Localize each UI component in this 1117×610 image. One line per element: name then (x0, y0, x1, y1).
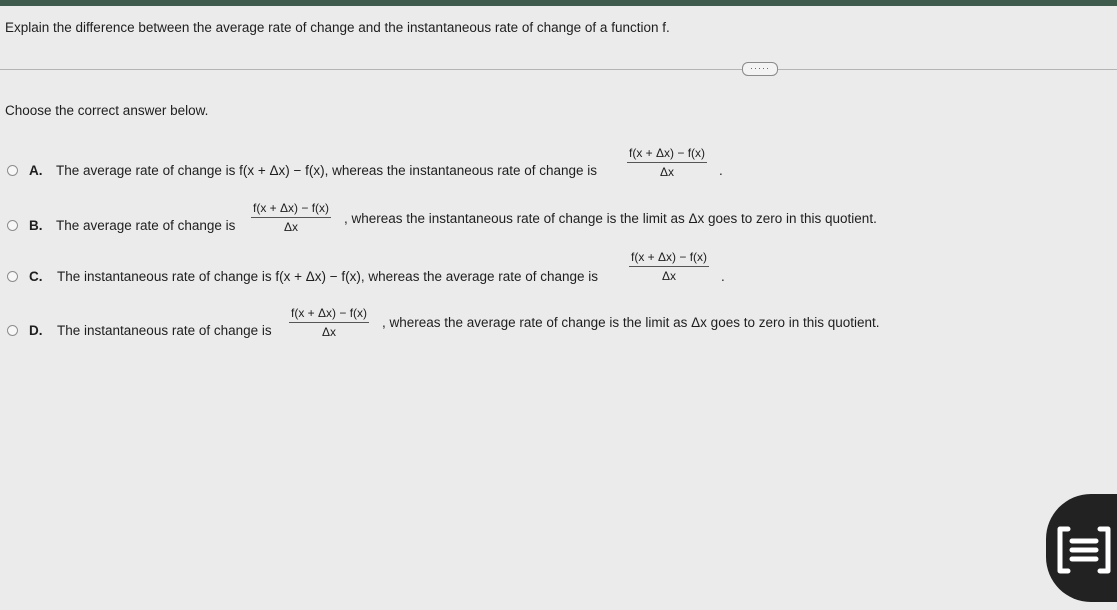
option-b-numerator: f(x + Δx) − f(x) (251, 201, 331, 218)
option-b[interactable] (7, 197, 907, 245)
option-b-text-end: , whereas the instantaneous rate of change is the limit as Δx goes to zero in this quotient. (344, 211, 877, 226)
option-a-fraction (627, 146, 707, 179)
option-b-text: The average rate of change is (56, 218, 236, 233)
option-d[interactable] (7, 305, 907, 353)
option-c[interactable] (7, 249, 737, 297)
option-c-text: The instantaneous rate of change is f(x + Δx) − f(x), whereas the average rate of change is (57, 269, 599, 284)
option-d-letter: D. (29, 323, 43, 338)
option-a-text-end: . (719, 163, 723, 178)
option-d-numerator: f(x + Δx) − f(x) (289, 306, 369, 323)
option-c-text-end: . (721, 269, 725, 284)
option-d-denominator: Δx (322, 325, 337, 339)
radio-a[interactable] (7, 165, 18, 176)
option-d-fraction (289, 306, 369, 339)
option-d-text-end: , whereas the average rate of change is the limit as Δx goes to zero in this quotient. (382, 315, 880, 330)
radio-c[interactable] (7, 271, 18, 282)
option-a-numerator: f(x + Δx) − f(x) (627, 146, 707, 163)
question-text: Explain the difference between the average rate of change and the instantaneous rate of change of a function f. (5, 20, 670, 35)
option-a-text: The average rate of change is f(x + Δx) − f(x), whereas the instantaneous rate of change is (56, 163, 598, 178)
answer-prompt: Choose the correct answer below. (5, 103, 209, 118)
option-c-fraction (629, 250, 709, 283)
option-b-denominator: Δx (284, 220, 299, 234)
option-b-fraction (251, 201, 331, 234)
more-button[interactable]: ····· (742, 62, 778, 76)
top-bar (0, 0, 1117, 6)
option-c-denominator: Δx (662, 269, 677, 283)
option-c-letter: C. (29, 269, 43, 284)
option-a-letter: A. (29, 163, 43, 178)
option-b-letter: B. (29, 218, 43, 233)
radio-d[interactable] (7, 325, 18, 336)
menu-list-icon[interactable] (1054, 519, 1114, 581)
divider (0, 69, 1117, 70)
option-a-denominator: Δx (660, 165, 675, 179)
option-c-numerator: f(x + Δx) − f(x) (629, 250, 709, 267)
option-a[interactable] (7, 142, 737, 190)
radio-b[interactable] (7, 220, 18, 231)
option-d-text: The instantaneous rate of change is (57, 323, 272, 338)
